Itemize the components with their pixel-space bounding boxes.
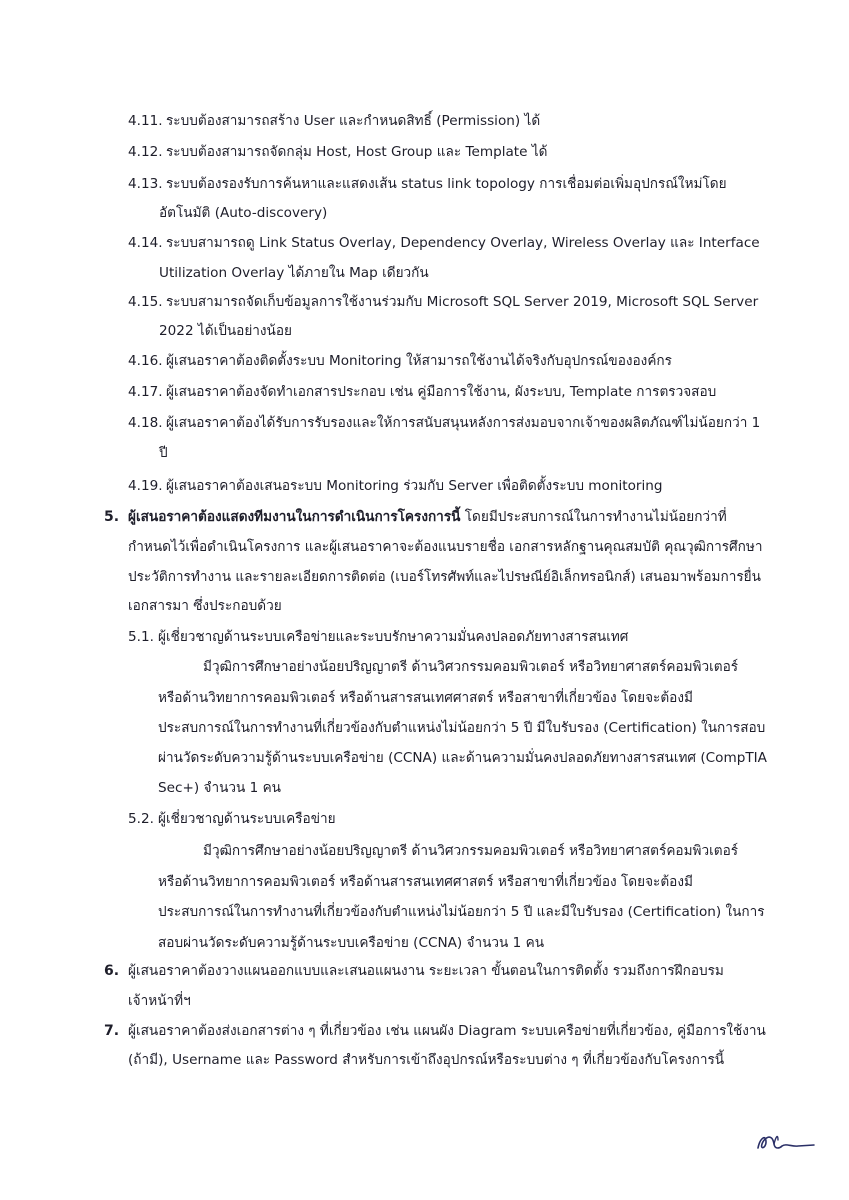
item-text: ผู้เสนอราคาต้องจัดทำเอกสารประกอบ เช่น คู่มือการใช้งาน, ผังระบบ, Template การตรวจสอบ [166,384,717,400]
section-5-bold-lead: ผู้เสนอราคาต้องแสดงทีมงานในการดำเนินการโครงการนี้ [128,509,461,525]
item-text: ระบบต้องสามารถสร้าง User และกำหนดสิทธิ์ (Permission) ได้ [166,113,541,129]
sub-item-number: 5.2. [128,811,154,827]
sub-item-text: Sec+) จำนวน 1 คน [158,780,281,796]
item-text: Utilization Overlay ได้ภายใน Map เดียวกัน [159,265,429,281]
sub-item-number: 5.1. [128,629,154,645]
section-5-first-line [128,507,727,527]
sub-item-text: ประสบการณ์ในการทำงานที่เกี่ยวข้องกับตำแหน่งไม่น้อยกว่า 5 ปี มีใบรับรอง (Certification) ในการสอบ [158,720,766,736]
section-6-text: เจ้าหน้าที่ฯ [128,993,191,1009]
section-5-text: ประวัติการทำงาน และรายละเอียดการติดต่อ (เบอร์โทรศัพท์และไปรษณีย์อิเล็กทรอนิกส์) เสนอมาพร้อมการยื่น [128,569,761,585]
item-text: ระบบต้องสามารถจัดกลุ่ม Host, Host Group และ Template ได้ [166,144,548,160]
item-text: ระบบสามารถดู Link Status Overlay, Dependency Overlay, Wireless Overlay และ Interface [166,235,760,251]
section-5-first-rest: โดยมีประสบการณ์ในการทำงานไม่น้อยกว่าที่ [460,509,727,525]
section-7-text: ผู้เสนอราคาต้องส่งเอกสารต่าง ๆ ที่เกี่ยวข้อง เช่น แผนผัง Diagram ระบบเครือข่ายที่เกี่ยวข้อง, คู่มือการใช้งาน [128,1023,766,1039]
item-text: อัตโนมัติ (Auto-discovery) [159,205,328,221]
sub-item-text: ประสบการณ์ในการทำงานที่เกี่ยวข้องกับตำแหน่งไม่น้อยกว่า 5 ปี และมีใบรับรอง (Certification) ในการ [158,904,765,920]
item-number: 4.19. [128,478,163,494]
sub-item-text: มีวุฒิการศึกษาอย่างน้อยปริญญาตรี ด้านวิศวกรรมคอมพิวเตอร์ หรือวิทยาศาสตร์คอมพิวเตอร์ [203,843,739,859]
item-number: 4.18. [128,415,163,431]
item-text: ผู้เสนอราคาต้องเสนอระบบ Monitoring ร่วมกับ Server เพื่อติดตั้งระบบ monitoring [166,478,663,494]
signature-mark [752,1126,816,1156]
sub-item-text: หรือด้านวิทยาการคอมพิวเตอร์ หรือด้านสารสนเทศศาสตร์ หรือสาขาที่เกี่ยวข้อง โดยจะต้องมี [158,690,693,706]
sub-item-title: ผู้เชี่ยวชาญด้านระบบเครือข่ายและระบบรักษาความมั่นคงปลอดภัยทางสารสนเทศ [158,629,629,645]
sub-item-text: มีวุฒิการศึกษาอย่างน้อยปริญญาตรี ด้านวิศวกรรมคอมพิวเตอร์ หรือวิทยาศาสตร์คอมพิวเตอร์ [203,659,739,675]
sub-item-title: ผู้เชี่ยวชาญด้านระบบเครือข่าย [158,811,336,827]
section-number: 7. [104,1023,120,1039]
section-number: 6. [104,963,120,979]
item-text: ผู้เสนอราคาต้องได้รับการรับรองและให้การสนับสนุนหลังการส่งมอบจากเจ้าของผลิตภัณฑ์ไม่น้อยกว่า 1 [166,415,761,431]
item-number: 4.11. [128,113,163,129]
section-5-text: เอกสารมา ซึ่งประกอบด้วย [128,598,282,614]
item-text: ระบบสามารถจัดเก็บข้อมูลการใช้งานร่วมกับ Microsoft SQL Server 2019, Microsoft SQL Server [166,294,759,310]
section-7-text: (ถ้ามี), Username และ Password สำหรับการเข้าถึงอุปกรณ์หรือระบบต่าง ๆ ที่เกี่ยวข้องกับโครงการนี้ [128,1052,725,1068]
item-number: 4.12. [128,144,163,160]
sub-item-text: ผ่านวัดระดับความรู้ด้านระบบเครือข่าย (CCNA) และด้านความมั่นคงปลอดภัยทางสารสนเทศ (CompTIA [158,750,767,766]
item-text: ผู้เสนอราคาต้องติดตั้งระบบ Monitoring ให้สามารถใช้งานได้จริงกับอุปกรณ์ขององค์กร [166,353,672,369]
item-text: ปี [159,445,168,461]
section-number: 5. [104,509,120,525]
item-text: ระบบต้องรองรับการค้นหาและแสดงเส้น status link topology การเชื่อมต่อเพิ่มอุปกรณ์ใหม่โดย [166,176,727,192]
item-text: 2022 ได้เป็นอย่างน้อย [159,323,292,339]
section-5-text: กำหนดไว้เพื่อดำเนินโครงการ และผู้เสนอราคาจะต้องแนบรายชื่อ เอกสารหลักฐานคุณสมบัติ คุณวุฒิการศึกษา [128,539,763,555]
item-number: 4.13. [128,176,163,192]
section-6-text: ผู้เสนอราคาต้องวางแผนออกแบบและเสนอแผนงาน ระยะเวลา ขั้นตอนในการติดตั้ง รวมถึงการฝึกอบรม [128,963,724,979]
item-number: 4.16. [128,353,163,369]
item-number: 4.14. [128,235,163,251]
item-number: 4.15. [128,294,163,310]
sub-item-text: หรือด้านวิทยาการคอมพิวเตอร์ หรือด้านสารสนเทศศาสตร์ หรือสาขาที่เกี่ยวข้อง โดยจะต้องมี [158,874,693,890]
item-number: 4.17. [128,384,163,400]
sub-item-text: สอบผ่านวัดระดับความรู้ด้านระบบเครือข่าย (CCNA) จำนวน 1 คน [158,935,545,951]
